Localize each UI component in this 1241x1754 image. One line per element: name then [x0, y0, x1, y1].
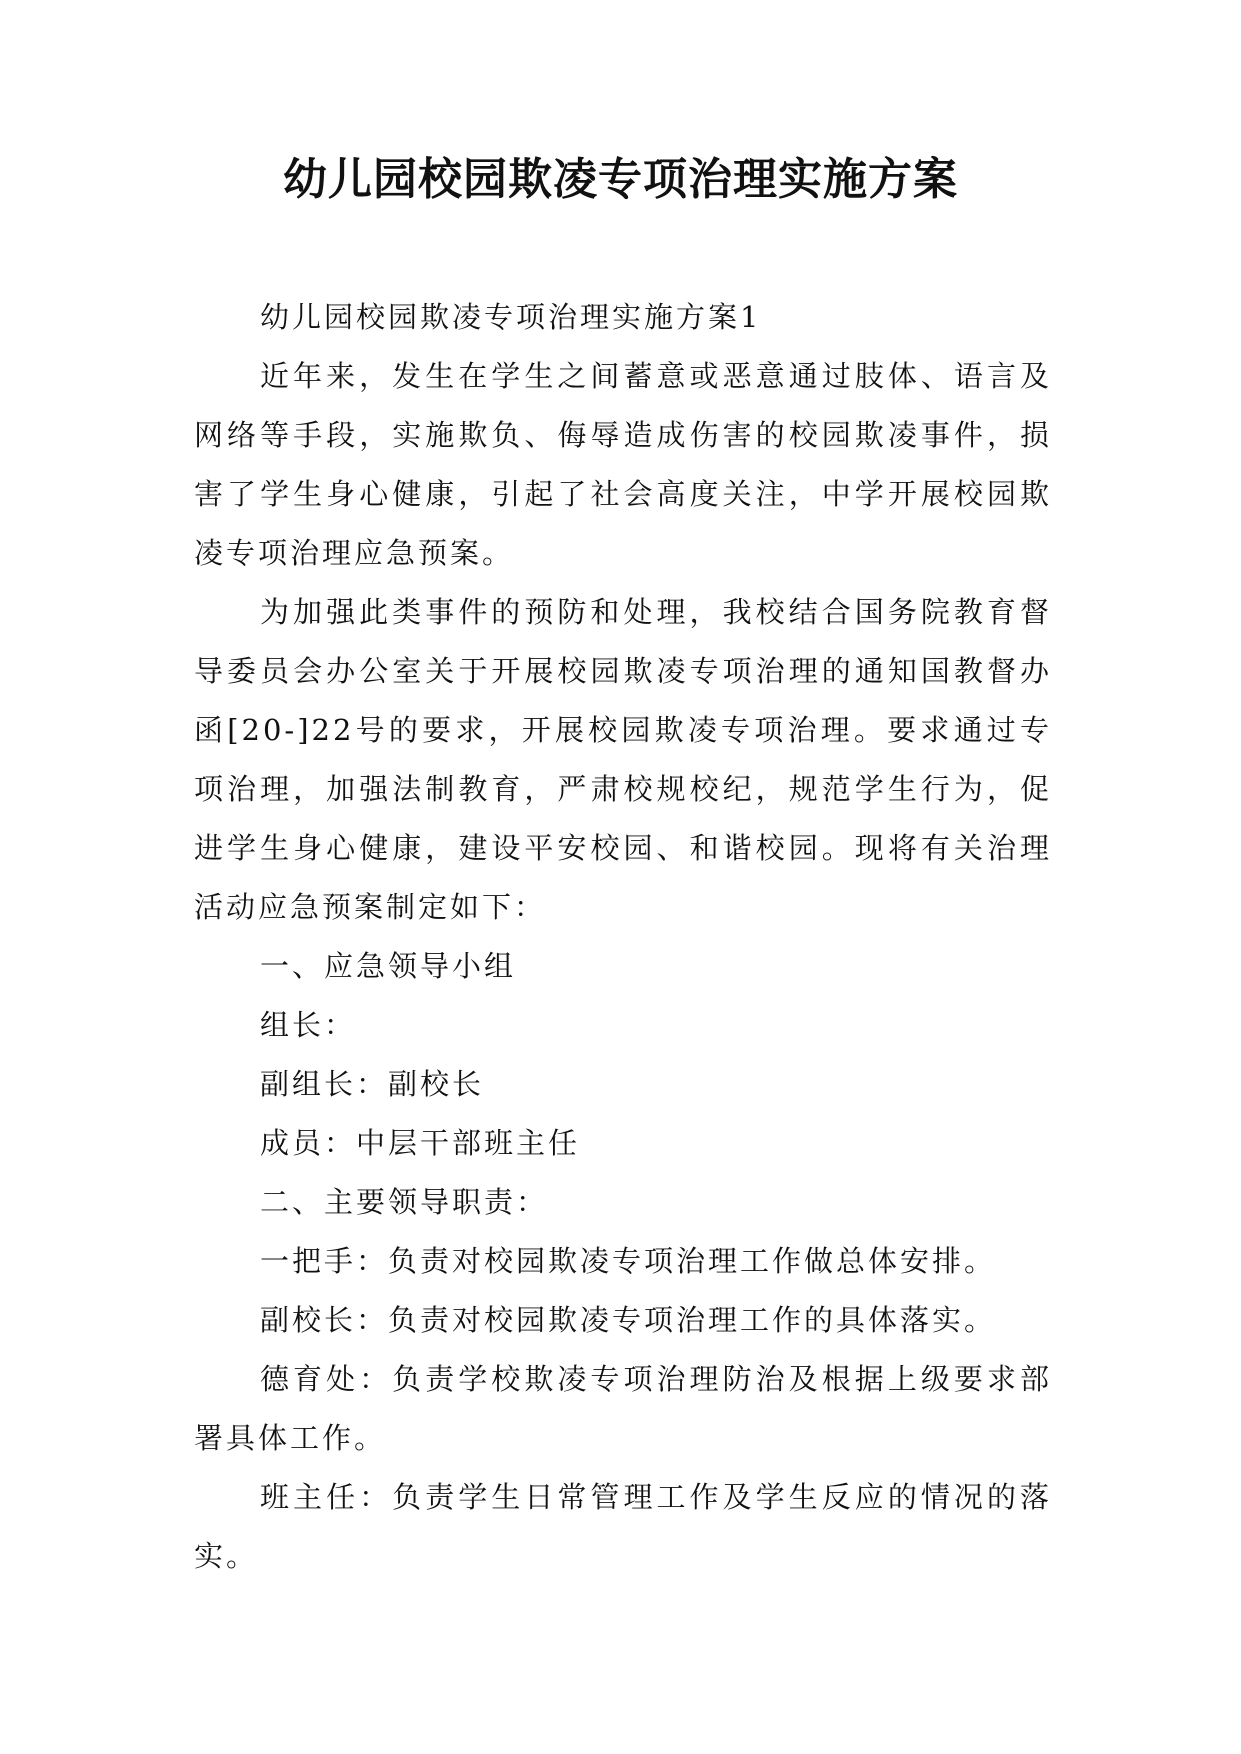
- paragraph-duty-principal: 一把手：负责对校园欺凌专项治理工作做总体安排。: [260, 1244, 997, 1278]
- document-body: [194, 288, 1052, 1586]
- paragraph-members: 成员：中层干部班主任: [260, 1126, 581, 1160]
- paragraph-duty-vice-principal: 副校长：负责对校园欺凌专项治理工作的具体落实。: [260, 1303, 997, 1337]
- paragraph-heading: 幼儿园校园欺凌专项治理实施方案1: [260, 300, 762, 334]
- paragraph-duty-moral-office: 德育处：负责学校欺凌专项治理防治及根据上级要求部署具体工作。: [194, 1362, 1052, 1455]
- section-heading-duties: 二、主要领导职责：: [260, 1185, 549, 1219]
- document-title: 幼儿园校园欺凌专项治理实施方案: [283, 154, 958, 205]
- section-heading-leadership-group: 一、应急领导小组: [260, 949, 517, 983]
- paragraph-duty-head-teacher: 班主任：负责学生日常管理工作及学生反应的情况的落实。: [194, 1480, 1052, 1573]
- paragraph-background: 近年来，发生在学生之间蓄意或恶意通过肢体、语言及网络等手段，实施欺负、侮辱造成伤害的校园欺凌事件，损害了学生身心健康，引起了社会高度关注，中学开展校园欺凌专项治理应急预案。: [194, 359, 1052, 570]
- paragraph-purpose: 为加强此类事件的预防和处理，我校结合国务院教育督导委员会办公室关于开展校园欺凌专项治理的通知国教督办函[20-]22号的要求，开展校园欺凌专项治理。要求通过专项治理，加强法制教育，严肃校规校纪，规范学生行为，促进学生身心健康，建设平安校园、和谐校园。现将有关治理活动应急预案制定如下：: [194, 595, 1052, 924]
- paragraph-group-leader: 组长：: [260, 1008, 357, 1042]
- paragraph-deputy-leader: 副组长：副校长: [260, 1067, 485, 1101]
